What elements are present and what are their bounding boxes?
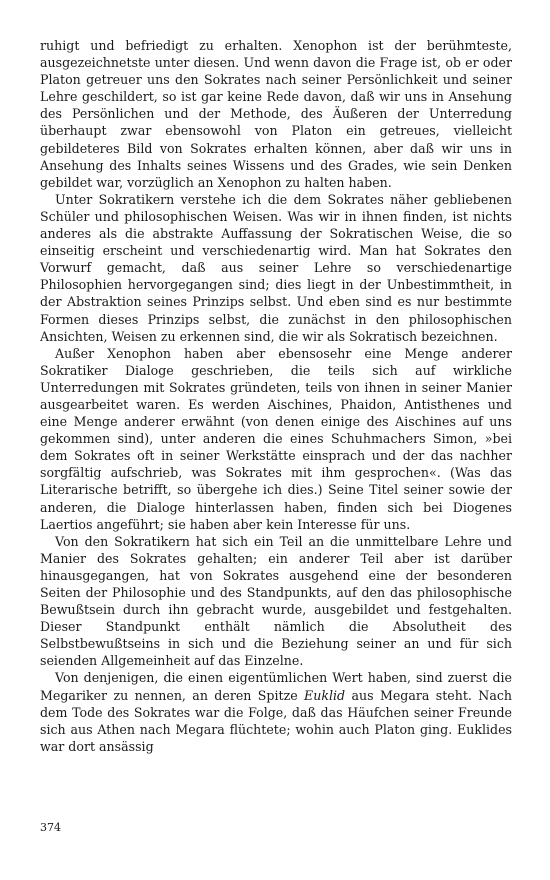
body-text [40, 37, 512, 755]
paragraph-5 [40, 669, 512, 754]
paragraph-4: Von den Sokratikern hat sich ein Teil an die unmittelbare Lehre und Manier des Sokrates gehalten; ein anderer Teil aber ist darüber hinausgegangen, hat von Sokrates ausgehend eine der besonderen Seiten der Philosophie und des Standpunkts, auf den das philosophische Bewußtsein durch ihn gebracht wurde, ausgebildet und festgehalten. Dieser Standpunkt enthält nämlich die Absolutheit des Selbstbewußtseins in sich und die Beziehung seiner an und für sich seienden Allgemeinheit auf das Einzelne. [40, 533, 512, 669]
paragraph-1: ruhigt und befriedigt zu erhalten. Xenophon ist der berühmteste, ausgezeichnetste unter diesen. Und wenn davon die Frage ist, ob er oder Platon getreuer uns den Sokrates nach seiner Persönlichkeit und seiner Lehre geschildert, so ist gar keine Rede davon, daß wir uns in Ansehung des Persönlichen und der Methode, des Äußeren der Unterredung überhaupt zwar ebensowohl von Platon ein getreues, vielleicht gebildeteres Bild von Sokrates erhalten können, aber daß wir uns in Ansehung des Inhalts seines Wissens und des Grades, wie sein Denken gebildet war, vorzüglich an Xenophon zu halten haben. [40, 38, 512, 190]
paragraph-5-text-end: aus Megara steht. Nach dem Tode des Sokrates war die Folge, daß das Häufchen seiner Freunde sich aus Athen nach Megara flüchtete; wohin auch Platon ging. Euklides war dort ansässig [40, 687, 513, 754]
page-number: 374 [40, 821, 61, 834]
emphasized-name-euklid: Euklid [304, 687, 346, 703]
paragraph-2: Unter Sokratikern verstehe ich die dem Sokrates näher gebliebenen Schüler und philosophischen Weisen. Was wir in ihnen finden, ist nichts anderes als die abstrakte Auffassung der Sokratischen Weise, die so einseitig erscheint und verschiedenartig wird. Man hat Sokrates den Vorwurf gemacht, daß aus seiner Lehre so verschiedenartige Philosophien hervorgegangen sind; dies liegt in der Unbestimmtheit, in der Abstraktion seines Prinzips selbst. Und eben sind es nur bestimmte Formen dieses Prinzips selbst, die zunächst in den philosophischen Ansichten, Weisen zu erkennen sind, die wir als Sokratisch bezeichnen. [40, 191, 512, 344]
paragraph-3: Außer Xenophon haben aber ebensosehr eine Menge anderer Sokratiker Dialoge geschrieben, die teils sich auf wirkliche Unterredungen mit Sokrates gründeten, teils von ihnen in seiner Manier ausgearbeitet waren. Es werden Aischines, Phaidon, Antisthenes und eine Menge anderer erwähnt (von denen einige des Aischines auf uns gekommen sind), unter anderen die eines Schuhmachers Simon, »bei dem Sokrates oft in seiner Werkstätte einsprach und der das nachher sorgfältig aufschrieb, was Sokrates mit ihm gesprochen«. (Was das Literarische betrifft, so übergehe ich dies.) Seine Titel seiner sowie der anderen, die Dialoge hinterlassen haben, finden sich bei Diogenes Laertios angeführt; sie haben aber kein Interesse für uns. [40, 345, 512, 532]
paragraph-5-text-start: Von denjenigen, die einen eigentümlichen Wert haben, sind zuerst die Megariker zu nennen, an deren Spitze [40, 670, 512, 703]
